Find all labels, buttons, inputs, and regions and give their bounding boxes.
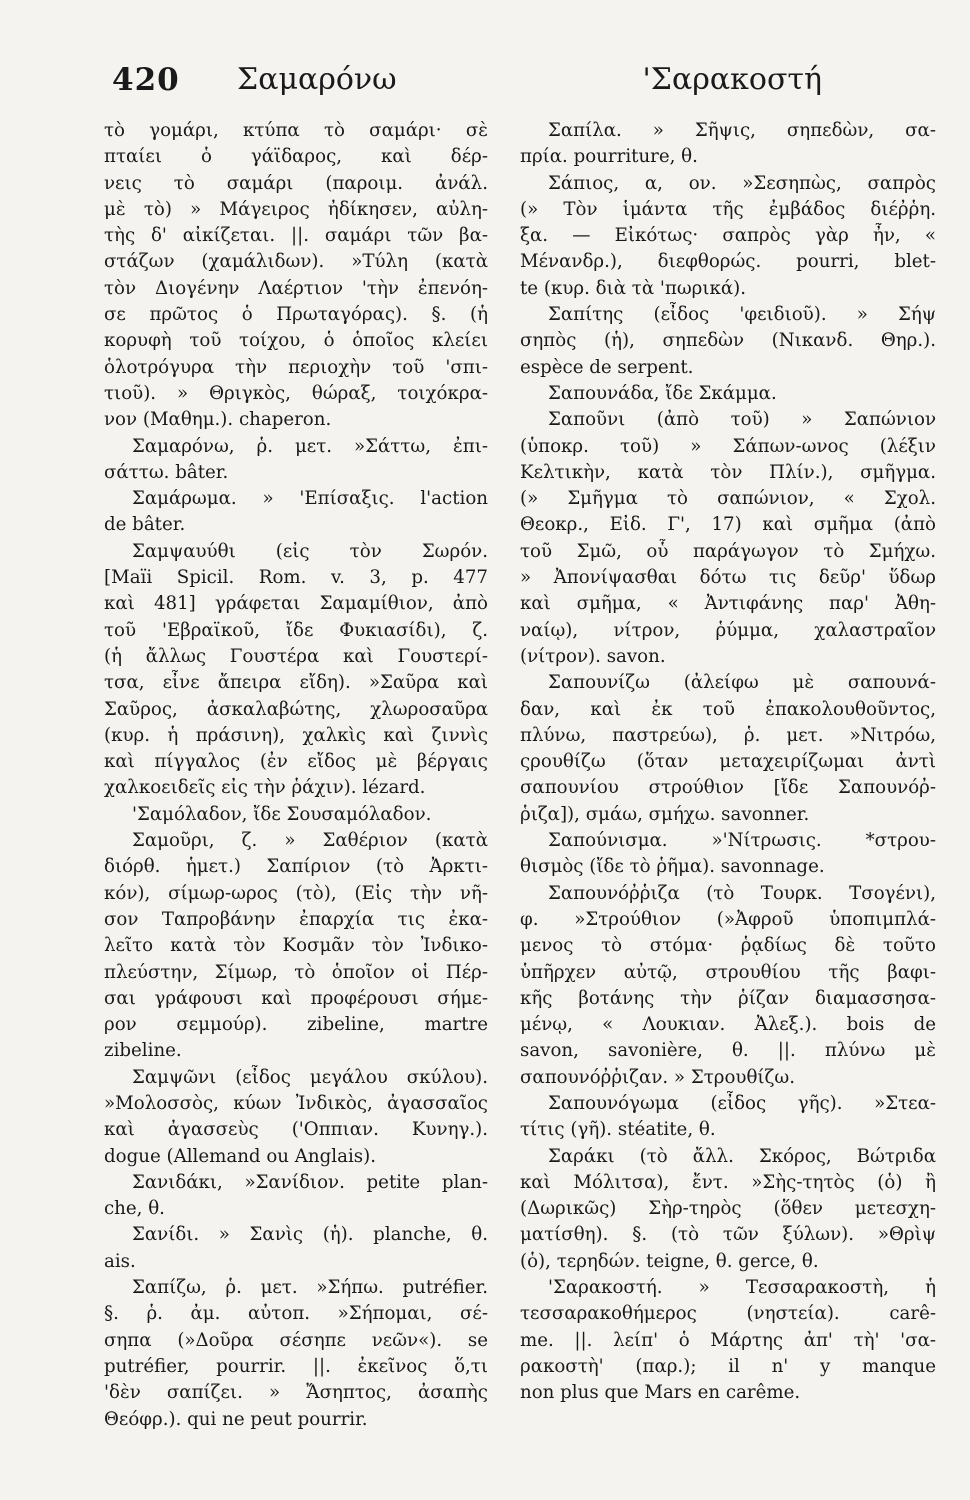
entry-headword-line: Σαπίτης (εἶδος 'φειδιοῦ). » Σήψ bbox=[548, 304, 936, 326]
text-line: σαπουνόῤῥιζαν. » Στρουθίζω. bbox=[520, 1066, 796, 1088]
text-line: che, θ. bbox=[104, 1198, 165, 1220]
text-line: καὶ Μόλιτσα), ἔντ. »Σὴς-τητὸς (ὁ) ἢ bbox=[520, 1171, 936, 1193]
entry-headword-line: Σαπουνόῤῥιζα (τὸ Τουρκ. Τσογένι), bbox=[548, 882, 936, 904]
text-line: savon, savonière, θ. ||. πλύνω μὲ bbox=[520, 1040, 936, 1062]
text-line: πλεύστην, Σίμωρ, τὸ ὁποῖον οἱ Πέρ- bbox=[104, 961, 488, 983]
text-line: στάζων (χαμάλιδων). »Τύλη (κατὰ bbox=[104, 251, 488, 273]
text-line: πταίει ὁ γάϊδαρος, καὶ δέρ- bbox=[104, 146, 488, 168]
entry-headword-line: 'Σαμόλαδον, ἴδε Σουσαμόλαδον. bbox=[132, 803, 432, 825]
text-line: 'δὲν σαπίζει. » Ἄσηπτος, ἀσαπὴς bbox=[104, 1382, 488, 1404]
text-line: §. ῥ. ἀμ. αὐτοπ. »Σήπομαι, σέ- bbox=[104, 1303, 488, 1325]
text-line: (» Τὸν ἱμάντα τῆς ἐμβάδος διέῤῥη. bbox=[520, 198, 936, 220]
text-line: (ὑποκρ. τοῦ) » Σάπων-ωνος (λέξιν bbox=[520, 435, 936, 457]
entry-headword-line: Σάπιος, α, ον. »Σεσηπὼς, σαπρὸς bbox=[548, 172, 936, 194]
text-line: (κυρ. ἡ πράσινη), χαλκὶς καὶ ζιννὶς bbox=[104, 724, 488, 746]
text-line: τίτις (γῆ). stéatite, θ. bbox=[520, 1119, 716, 1141]
text-line: Θεοκρ., Εἰδ. Γ', 17) καὶ σμῆμα (ἀπὸ bbox=[520, 514, 936, 536]
text-line: τὸ γομάρι, κτύπα τὸ σαμάρι· σὲ bbox=[104, 120, 488, 141]
text-line: non plus que Mars en carême. bbox=[520, 1382, 801, 1404]
text-line: πλύνω, παστρεύω), ῥ. μετ. »Νιτρόω, bbox=[520, 724, 936, 746]
text-line: τιοῦ). » Θριγκὸς, θώραξ, τοιχόκρα- bbox=[104, 382, 488, 404]
text-line: ναίῳ), νίτρον, ῥύμμα, χαλαστραῖον bbox=[520, 619, 936, 641]
text-line: τὴς δ' αἰκίζεται. ||. σαμάρι τῶν βα- bbox=[104, 225, 488, 247]
entry-headword-line: Σαποῦνι (ἀπὸ τοῦ) » Σαπώνιον bbox=[548, 409, 936, 431]
text-line: zibeline. bbox=[104, 1040, 182, 1062]
text-line: ῥιζα]), σμάω, σμήχω. savonner. bbox=[520, 803, 810, 825]
text-line: νεις τὸ σαμάρι (παροιμ. ἀνάλ. bbox=[104, 172, 488, 194]
entry-headword-line: Σαμοῦρι, ζ. » Σαθέριον (κατὰ bbox=[132, 830, 488, 852]
entry-headword-line: Σαμαρόνω, ῥ. μετ. »Σάττω, ἐπι- bbox=[132, 435, 488, 457]
text-line: ρον σεμμούρ). zibeline, martre bbox=[104, 1014, 488, 1036]
text-line: λεῖτο κατὰ τὸν Κοσμᾶν τὸν Ἰνδικο- bbox=[104, 935, 488, 957]
text-line: σαι γράφουσι καὶ προφέρουσι σήμε- bbox=[104, 987, 488, 1009]
text-line: me. ||. λείπ' ὁ Μάρτης ἀπ' τὴ' 'σα- bbox=[520, 1329, 936, 1351]
text-line: (ὁ), τερηδών. teigne, θ. gerce, θ. bbox=[520, 1250, 819, 1272]
text-line: μένῳ, « Λουκιαν. Ἀλεξ.). bois de bbox=[520, 1014, 936, 1036]
left-column bbox=[104, 118, 488, 1433]
text-line: φ. »Στρούθιον (»Ἀφροῦ ὑποπιμπλά- bbox=[520, 908, 936, 930]
entry-headword-line: Σαπίλα. » Σῆψις, σηπεδὼν, σα- bbox=[548, 120, 936, 141]
text-line: te (κυρ. διὰ τὰ 'πωρικά). bbox=[520, 277, 747, 299]
header-last-entry: 'Σαρακοστή bbox=[642, 62, 822, 97]
text-line: καὶ σμῆμα, « Ἀντιφάνης παρ' Ἀθη- bbox=[520, 593, 936, 615]
entry-headword-line: Σαπουνόγωμα (εἶδος γῆς). »Στεα- bbox=[548, 1092, 936, 1114]
text-line: ρακοστὴ' (παρ.); il n' y manque bbox=[520, 1355, 936, 1377]
text-line: ςρουθίζω (ὅταν μεταχειρίζωμαι ἀντὶ bbox=[520, 751, 936, 773]
text-line: καὶ πίγγαλος (ἐν εἴδος μὲ βέργαις bbox=[104, 751, 488, 773]
text-line: (» Σμῆγμα τὸ σαπώνιον, « Σχολ. bbox=[520, 488, 936, 510]
entry-headword-line: Σαμάρωμα. » 'Επίσαξις. l'action bbox=[132, 488, 488, 510]
text-line: ais. bbox=[104, 1250, 136, 1272]
entry-headword-line: Σαπουνίζω (ἀλείφω μὲ σαπουνά- bbox=[548, 672, 936, 694]
text-line: διόρθ. ἡμετ.) Σαπίριον (τὸ Ἀρκτι- bbox=[104, 856, 488, 878]
text-line: σον Ταπροβάνην ἐπαρχία τις ἐκα- bbox=[104, 908, 488, 930]
text-line: (ἡ ἄλλως Γουστέρα καὶ Γουστερί- bbox=[104, 645, 488, 667]
text-line: (νίτρον). savon. bbox=[520, 645, 666, 667]
text-line: τεσσαρακοθήμερος (νηστεία). carê- bbox=[520, 1303, 936, 1325]
text-line: espèce de serpent. bbox=[520, 356, 694, 378]
entry-headword-line: 'Σαρακοστή. » Τεσσαρακοστὴ, ἡ bbox=[548, 1277, 936, 1299]
text-line: » Ἀπονίψασθαι δότω τις δεῦρ' ὕδωρ bbox=[520, 567, 936, 589]
text-line: putréfier, pourrir. ||. ἐκεῖνος ὅ,τι bbox=[104, 1355, 488, 1377]
text-line: νον (Μαθημ.). chaperon. bbox=[104, 409, 332, 431]
text-line: Θεόφρ.). qui ne peut pourrir. bbox=[104, 1408, 368, 1430]
page-header bbox=[112, 62, 822, 112]
text-line: μὲ τὸ) » Μάγειρος ἠδίκησεν, αὐλη- bbox=[104, 198, 488, 220]
text-line: χαλκοειδεῖς εἰς τὴν ῥάχιν). lézard. bbox=[104, 777, 426, 799]
text-line: δαν, καὶ ἐκ τοῦ ἐπακολουθοῦντος, bbox=[520, 698, 936, 720]
text-line: »Μολοσσὸς, κύων Ἰνδικὸς, ἀγασσαῖος bbox=[104, 1092, 488, 1114]
page-number: 420 bbox=[112, 62, 180, 98]
text-line: dogue (Allemand ou Anglais). bbox=[104, 1145, 376, 1167]
text-line: τσα, εἶνε ἄπειρα εἴδη). »Σαῦρα καὶ bbox=[104, 672, 488, 694]
text-line: κῆς βοτάνης τὴν ῥίζαν διαμασσησα- bbox=[520, 987, 936, 1009]
text-line: σάττω. bâter. bbox=[104, 461, 229, 483]
entry-headword-line: Σαράκι (τὸ ἄλλ. Σκόρος, Βώτριδα bbox=[548, 1145, 936, 1167]
entry-headword-line: Σαπούνισμα. »'Νίτρωσις. *στρου- bbox=[548, 830, 936, 852]
text-line: Μένανδρ.), διεφθορώς. pourri, blet- bbox=[520, 251, 936, 273]
text-line: ὑπῆρχεν αὐτῷ, στρουθίου τῆς βαφι- bbox=[520, 961, 936, 983]
entry-headword-line: Σαμψῶνι (εἶδος μεγάλου σκύλου). bbox=[132, 1066, 488, 1088]
entry-headword-line: Σαπουνάδα, ἴδε Σκάμμα. bbox=[548, 382, 777, 404]
text-line: [Maïi Spicil. Rom. v. 3, p. 477 bbox=[104, 567, 488, 589]
text-line: πρία. pourriture, θ. bbox=[520, 146, 698, 168]
right-column bbox=[520, 118, 936, 1407]
entry-headword-line: Σανίδι. » Σανὶς (ἡ). planche, θ. bbox=[132, 1224, 488, 1246]
header-first-entry: Σαμαρόνω bbox=[237, 62, 397, 97]
text-line: θισμὸς (ἴδε τὸ ῥῆμα). savonnage. bbox=[520, 856, 825, 878]
text-line: καὶ ἀγασσεὺς ('Οππιαν. Κυνηγ.). bbox=[104, 1119, 488, 1141]
text-line: τοῦ Σμῶ, οὗ παράγωγον τὸ Σμήχω. bbox=[520, 540, 936, 562]
text-line: σε πρῶτος ὁ Πρωταγόρας). §. (ἡ bbox=[104, 304, 488, 326]
text-line: τὸν Διογένην Λαέρτιον 'τὴν ἐπενόη- bbox=[104, 277, 488, 299]
entry-headword-line: Σαπίζω, ῥ. μετ. »Σήπω. putréfier. bbox=[132, 1277, 488, 1299]
text-line: κορυφὴ τοῦ τοίχου, ὁ ὁποῖος κλείει bbox=[104, 330, 488, 352]
text-line: σαπουνίου στρούθιον [ἴδε Σαπουνόῤ- bbox=[520, 777, 936, 799]
text-line: κόν), σίμωρ-ωρος (τὸ), (Εἰς τὴν νῆ- bbox=[104, 882, 488, 904]
text-line: (Δωρικῶς) Σὴρ-τηρὸς (ὅθεν μετεσχη- bbox=[520, 1198, 936, 1220]
text-line: Σαῦρος, ἀσκαλαβώτης, χλωροσαῦρα bbox=[104, 698, 488, 720]
text-line: σηπὸς (ἡ), σηπεδὼν (Νικανδ. Θηρ.). bbox=[520, 330, 936, 352]
text-line: τοῦ 'Εβραϊκοῦ, ἴδε Φυκιασίδι), ζ. bbox=[104, 619, 488, 641]
text-line: καὶ 481] γράφεται Σαμαμίθιον, ἀπὸ bbox=[104, 593, 488, 615]
text-line: ὁλοτρόγυρα τὴν περιοχὴν τοῦ 'σπι- bbox=[104, 356, 488, 378]
text-line: σηπα (»Δοῦρα σέσηπε νεῶν«). se bbox=[104, 1329, 488, 1351]
entry-headword-line: Σανιδάκι, »Σανίδιον. petite plan- bbox=[132, 1171, 488, 1193]
text-line: de bâter. bbox=[104, 514, 186, 536]
text-line: Κελτικὴν, κατὰ τὸν Πλίν.), σμῆγμα. bbox=[520, 461, 936, 483]
text-line: ξα. — Εἰκότως· σαπρὸς γὰρ ἦν, « bbox=[520, 225, 936, 247]
text-line: ματίσθη). §. (τὸ τῶν ξύλων). »Θρὶψ bbox=[520, 1224, 936, 1246]
text-line: μενος τὸ στόμα· ῥᾳδίως δὲ τοῦτο bbox=[520, 935, 936, 957]
entry-headword-line: Σαμψαυύθι (εἰς τὸν Σωρόν. bbox=[132, 540, 488, 562]
